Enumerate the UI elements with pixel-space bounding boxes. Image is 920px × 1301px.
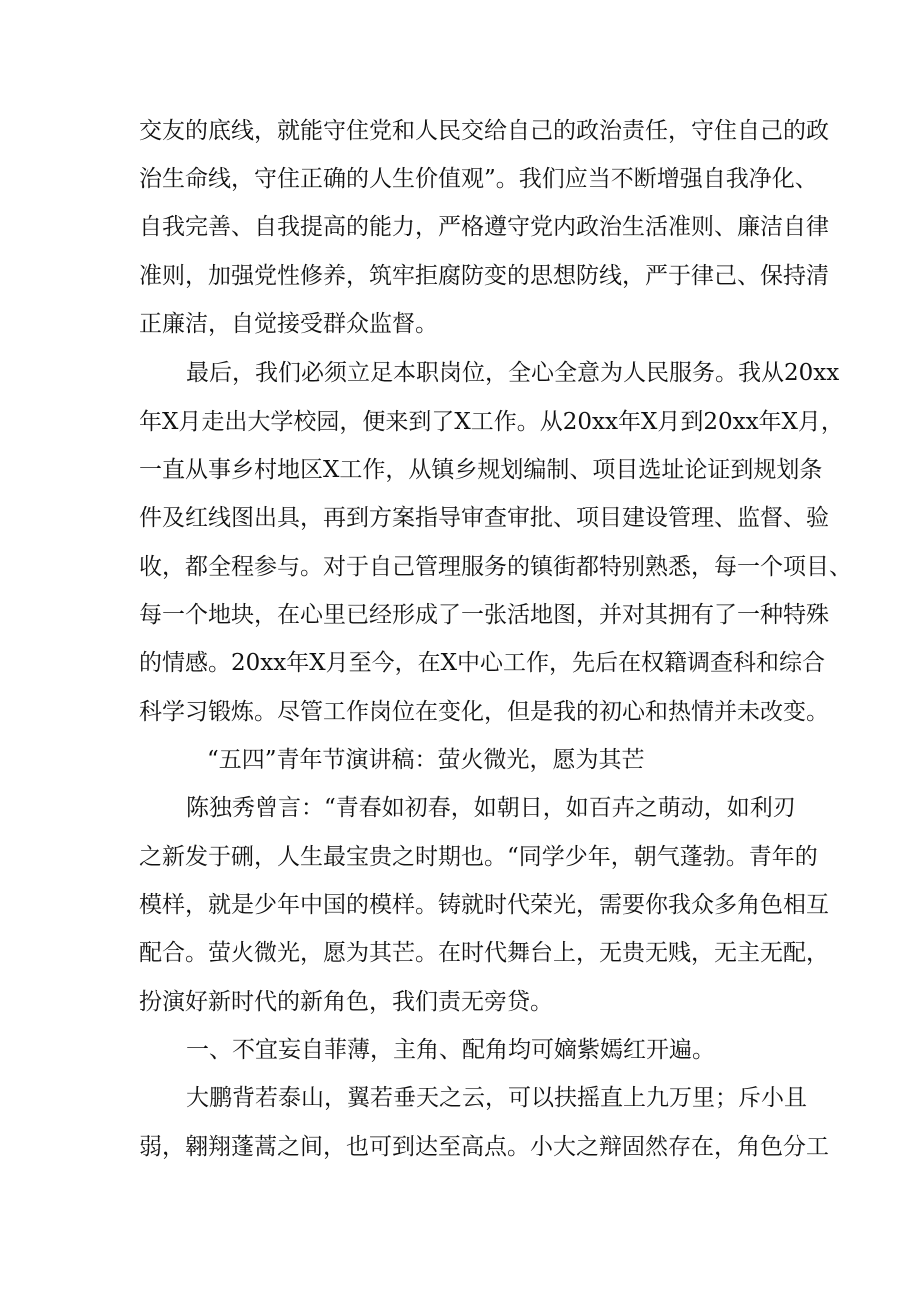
text-line: 每一个地块，在心里已经形成了一张活地图，并对其拥有了一种特殊 [139,602,829,628]
text-line: 扮演好新时代的新角色，我们责无旁贷。 [139,989,553,1015]
text-line: 的情感。20xx年X月至今，在X中心工作，先后在权籍调查科和综合 [139,650,825,676]
text-line: 之新发于硎，人生最宝贵之时期也。“同学少年，朝气蓬勃。青年的 [139,844,818,870]
text-line: 自我完善、自我提高的能力，严格遵守党内政治生活准则、廉洁自律 [139,214,829,240]
text-line: 准则，加强党性修养，筑牢拒腐防变的思想防线，严于律己、保持清 [139,263,829,289]
section-heading: 一、不宜妄自菲薄，主角、配角均可嫡紫嫣红开遍。 [186,1037,715,1063]
text-line: 年X月走出大学校园，便来到了X工作。从20xx年X月到20xx年X月， [139,409,844,435]
text-line: 治生命线，守住正确的人生价值观”。我们应当不断增强自我净化、 [139,166,818,192]
text-line: 最后，我们必须立足本职岗位，全心全意为人民服务。我从20xx [186,360,840,386]
text-line: 一直从事乡村地区X工作，从镇乡规划编制、项目选址论证到规划条 [139,457,823,483]
text-line: 配合。萤火微光，愿为其芒。在时代舞台上，无贵无贱，无主无配， [139,940,829,966]
section-title: “五四”青年节演讲稿：萤火微光，愿为其芒 [207,747,645,773]
text-line: 模样，就是少年中国的模样。铸就时代荣光，需要你我众多角色相互 [139,892,829,918]
text-line: 件及红线图出具，再到方案指导审查审批、项目建设管理、监督、验 [139,505,829,531]
text-line: 陈独秀曾言：“青春如初春，如朝日，如百卉之萌动，如利刃 [186,795,796,821]
text-line: 弱，翱翔蓬蒿之间，也可到达至高点。小大之辩固然存在，角色分工 [139,1134,829,1160]
text-line: 科学习锻炼。尽管工作岗位在变化，但是我的初心和热情并未改变。 [139,699,829,725]
text-line: 正廉洁，自觉接受群众监督。 [139,311,438,337]
text-line: 交友的底线，就能守住党和人民交给自己的政治责任，守住自己的政 [139,118,829,144]
text-line: 收，都全程参与。对于自己管理服务的镇街都特别熟悉，每一个项目、 [139,554,852,580]
text-line: 大鹏背若泰山，翼若垂天之云，可以扶摇直上九万里；斥小且 [186,1085,807,1111]
